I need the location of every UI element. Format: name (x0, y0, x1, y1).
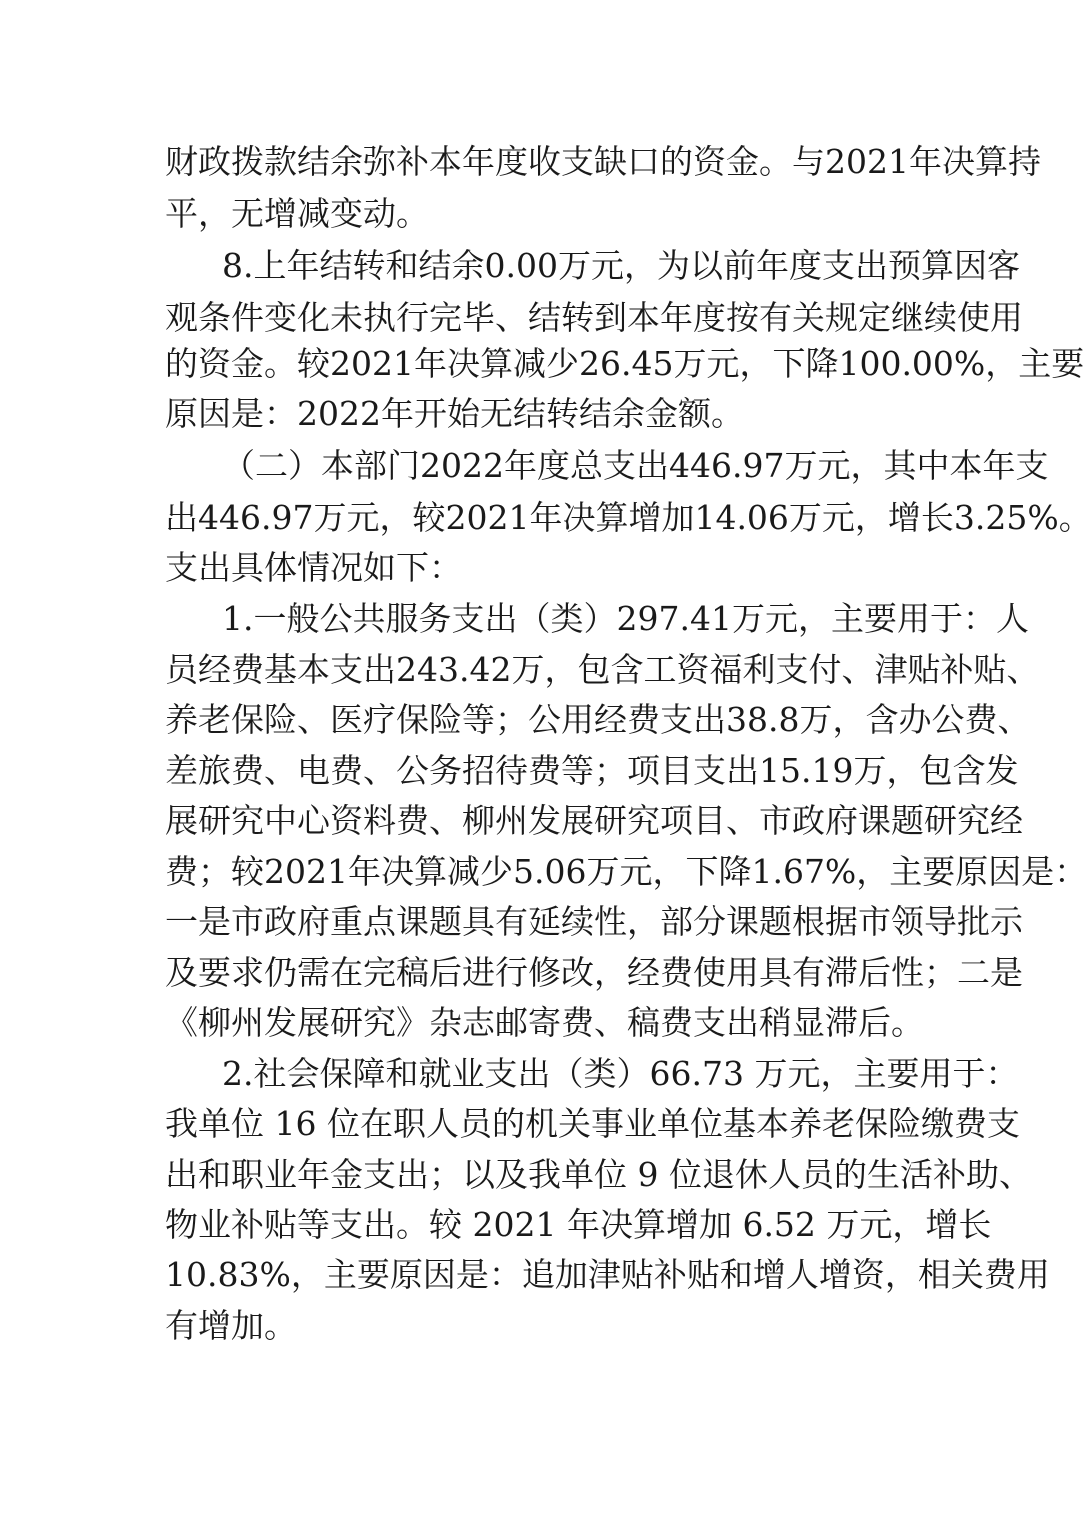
text-line: 原因是：2022年开始无结转结余金额。 (165, 394, 744, 433)
text-line: 我单位 16 位在职人员的机关事业单位基本养老保险缴费支 (165, 1104, 1020, 1143)
text-line: 支出具体情况如下： (165, 548, 462, 587)
text-line: 2.社会保障和就业支出（类）66.73 万元，主要用于： (222, 1054, 1019, 1093)
text-line: 出和职业年金支出；以及我单位 9 位退休人员的生活补助、 (165, 1155, 1032, 1194)
text-line: 员经费基本支出243.42万，包含工资福利支付、津贴补贴、 (165, 650, 1040, 689)
text-line: 观条件变化未执行完毕、结转到本年度按有关规定继续使用 (165, 298, 1023, 337)
text-line: 的资金。较2021年决算减少26.45万元，下降100.00%，主要 (165, 344, 1085, 383)
text-line: 养老保险、医疗保险等；公用经费支出38.8万，含办公费、 (165, 700, 1031, 739)
text-line: 一是市政府重点课题具有延续性，部分课题根据市领导批示 (165, 902, 1023, 941)
text-line: 10.83%，主要原因是：追加津贴补贴和增人增资，相关费用 (165, 1255, 1050, 1294)
text-line: 出446.97万元，较2021年决算增加14.06万元，增长3.25%。 (165, 498, 1092, 537)
text-line: 《柳州发展研究》杂志邮寄费、稿费支出稍显滞后。 (165, 1003, 924, 1042)
text-line: 展研究中心资料费、柳州发展研究项目、市政府课题研究经 (165, 801, 1023, 840)
text-line: 财政拨款结余弥补本年度收支缺口的资金。与2021年决算持 (165, 142, 1041, 181)
text-line: 差旅费、电费、公务招待费等；项目支出15.19万，包含发 (165, 751, 1019, 790)
text-line: 及要求仍需在完稿后进行修改，经费使用具有滞后性；二是 (165, 953, 1023, 992)
text-line: 1.一般公共服务支出（类）297.41万元，主要用于：人 (222, 599, 1029, 638)
text-line: 平，无增减变动。 (165, 194, 429, 233)
text-line: 物业补贴等支出。较 2021 年决算增加 6.52 万元，增长 (165, 1205, 992, 1244)
text-line: 8.上年结转和结余0.00万元，为以前年度支出预算因客 (222, 246, 1020, 285)
text-line: 有增加。 (165, 1306, 297, 1345)
text-line: （二）本部门2022年度总支出446.97万元，其中本年支 (222, 446, 1049, 485)
text-line: 费；较2021年决算减少5.06万元，下降1.67%，主要原因是： (165, 852, 1088, 891)
